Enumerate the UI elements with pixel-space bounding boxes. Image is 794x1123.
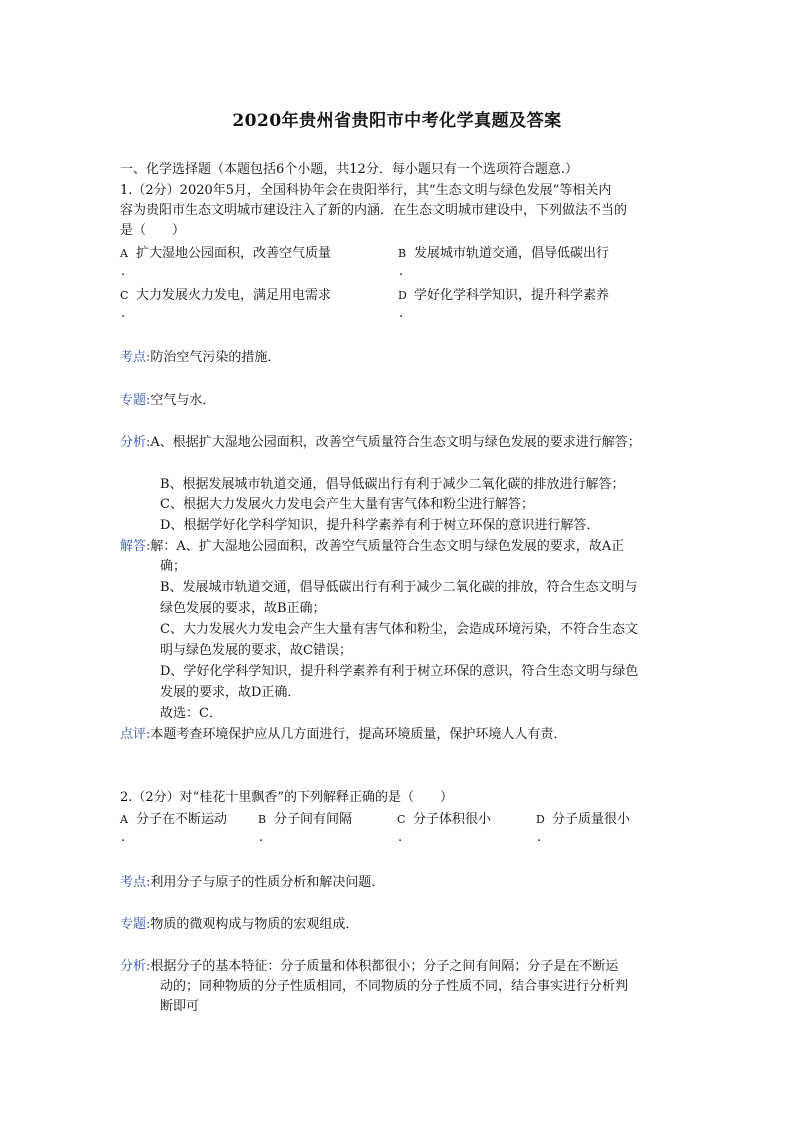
q2-option-b [258,810,352,830]
q1-jieda-line-2: 确； [160,559,187,574]
jieda-label: 解答: [120,539,151,554]
fenxi-line: 根据分子的基本特征：分子质量和体积都很小；分子之间有间隔；分子是在不断运 [150,959,619,974]
q1-fenxi-line-2: B、根据发展城市轨道交通，倡导低碳出行有利于减少二氧化碳的排放进行解答； [160,477,625,492]
zhuanti-label: 专题: [120,917,151,932]
option-letter: B [398,247,407,260]
q2-fenxi-line-3: 断即可 [160,999,200,1014]
q2-fenxi [120,957,618,977]
fenxi-label: 分析: [120,435,151,450]
q1-option-b [398,244,609,264]
option-dot: . [121,830,126,845]
q1-jieda-line-8: 发展的要求，故D正确． [160,685,301,700]
q1-jieda-line-6: 明与绿色发展的要求，故C错误； [160,643,352,658]
option-letter: C [397,813,406,826]
kaodian-text: 利用分子与原子的性质分析和解决问题． [150,875,385,890]
option-dot: . [399,264,404,279]
q2-zhuanti [120,915,358,935]
q1-jieda-line-7: D、学好化学科学知识，提升科学素养有利于树立环保的意识，符合生态文明与绿色 [160,664,639,679]
option-text: 学好化学科学知识，提升科学素养 [414,288,610,303]
q1-dianping [120,725,566,745]
q1-option-a [120,244,331,264]
fenxi-line: A、根据扩大湿地公园面积，改善空气质量符合生态文明与绿色发展的要求进行解答； [150,435,641,450]
jieda-line: 解：A、扩大湿地公园面积，改善空气质量符合生态文明与绿色发展的要求，故A正 [150,539,625,554]
q1-option-c [120,286,331,306]
option-dot: . [399,306,404,321]
kaodian-label: 考点: [120,875,151,890]
document-title: 2020年贵州省贵阳市中考化学真题及答案 [232,111,562,131]
option-letter: C [120,289,129,302]
option-letter: D [398,289,407,302]
zhuanti-text: 物质的微观构成与物质的宏观组成． [150,917,359,932]
option-dot: . [121,306,126,321]
option-text: 分子质量很小 [552,812,631,827]
option-dot: . [121,264,126,279]
option-text: 大力发展火力发电，满足用电需求 [136,288,332,303]
q2-kaodian [120,873,384,893]
q1-jieda-line-9: 故选：C． [160,706,222,721]
option-letter: B [258,813,267,826]
q2-fenxi-line-2: 动的；同种物质的分子性质相同，不同物质的分子性质不同，结合事实进行分析判 [160,979,629,994]
option-letter: A [120,813,128,826]
option-text: 分子在不断运动 [136,812,228,827]
q1-fenxi-line-3: C、根据大力发展火力发电会产生大量有害气体和粉尘进行解答； [160,497,534,512]
q2-option-c [397,810,491,830]
q1-option-d [398,286,609,306]
option-dot: . [537,830,542,845]
q1-stem-line-3: 是（ ） [120,223,186,238]
q1-jieda-line-3: B、发展城市轨道交通，倡导低碳出行有利于减少二氧化碳的排放，符合生态文明与 [160,580,638,595]
q1-fenxi [120,433,641,453]
q1-zhuanti [120,391,215,411]
option-letter: A [120,247,128,260]
q2-option-d [536,810,630,830]
q1-jieda [120,537,624,557]
option-text: 分子体积很小 [413,812,492,827]
option-dot: . [398,830,403,845]
option-text: 扩大湿地公园面积，改善空气质量 [136,246,332,261]
q1-jieda-line-5: C、大力发展火力发电会产生大量有害气体和粉尘，会造成环境污染，不符合生态文 [160,622,638,637]
kaodian-text: 防治空气污染的措施． [150,350,281,365]
q1-fenxi-line-4: D、根据学好化学科学知识，提升科学素养有利于树立环保的意识进行解答． [160,518,600,533]
option-text: 分子间有间隔 [274,812,353,827]
q2-option-a [120,810,227,830]
dianping-label: 点评: [120,727,151,742]
option-dot: . [259,830,264,845]
kaodian-label: 考点: [120,350,151,365]
fenxi-label: 分析: [120,959,151,974]
q1-stem-line-1: 1.（2分）2020年5月，全国科协年会在贵阳举行，其“生态文明与绿色发展”等相关内 [120,183,612,198]
q1-stem-line-2: 容为贵阳市生态文明城市建设注入了新的内涵．在生态文明城市建设中，下列做法不当的 [120,203,628,218]
option-text: 发展城市轨道交通，倡导低碳出行 [414,246,610,261]
q1-kaodian [120,348,280,368]
dianping-text: 本题考查环境保护应从几方面进行，提高环境质量，保护环境人人有责． [150,727,567,742]
zhuanti-label: 专题: [120,393,151,408]
q1-jieda-line-4: 绿色发展的要求，故B正确； [160,601,326,616]
zhuanti-text: 空气与水． [150,393,216,408]
option-letter: D [536,813,545,826]
q2-stem: 2.（2分）对“桂花十里飘香”的下列解释正确的是（ ） [120,790,453,805]
section-header: 一、化学选择题（本题包括6个小题，共12分．每小题只有一个选项符合题意.） [120,162,578,177]
